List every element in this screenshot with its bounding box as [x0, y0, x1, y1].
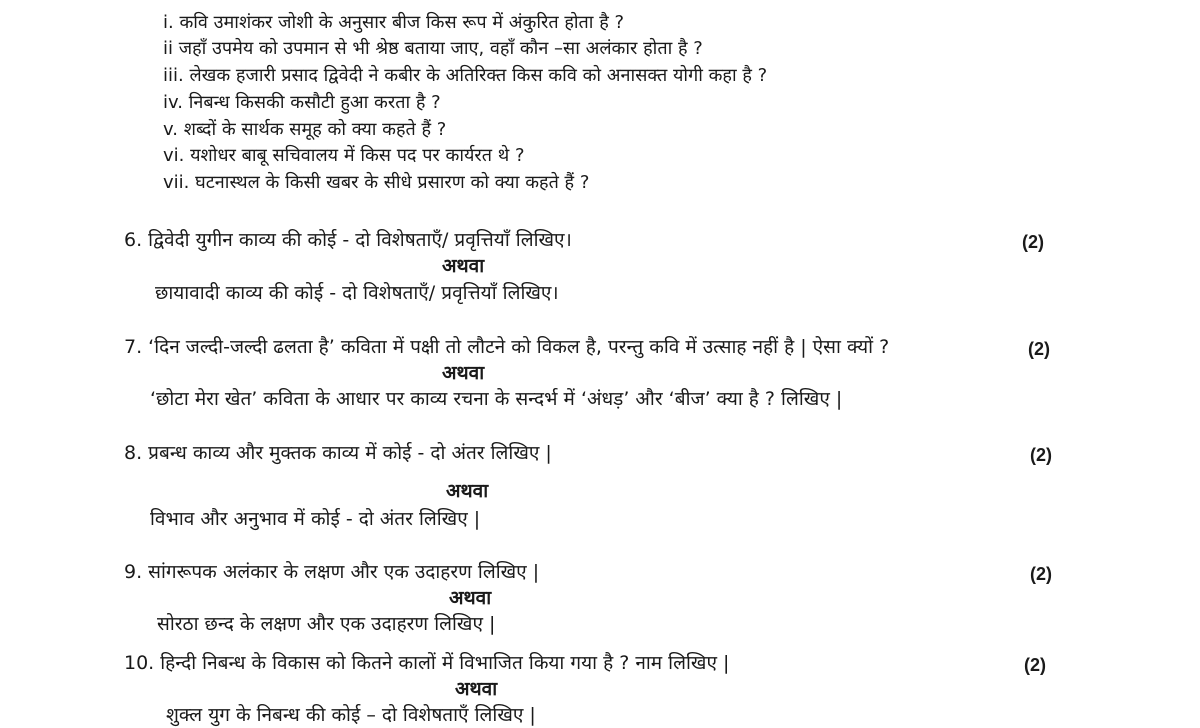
- question-7-text: 7. ‘दिन जल्दी-जल्दी ढलता है’ कविता में पक्षी तो लौटने को विकल है, परन्तु कवि में उत्साह नहीं है | ऐसा क्यों ?: [124, 336, 890, 358]
- question-9-marks: (2): [1030, 564, 1052, 584]
- question-10-text: 10. हिन्दी निबन्ध के विकास को कितने कालों में विभाजित किया गया है ? नाम लिखिए |: [124, 652, 730, 674]
- subquestion-ii: ii जहाँ उपमेय को उपमान से भी श्रेष्ठ बताया जाए, वहाँ कौन –सा अलंकार होता है ?: [163, 38, 703, 59]
- question-8-text: 8. प्रबन्ध काव्य और मुक्तक काव्य में कोई - दो अंतर लिखिए |: [124, 442, 552, 464]
- subquestion-i: i. कवि उमाशंकर जोशी के अनुसार बीज किस रूप में अंकुरित होता है ?: [163, 12, 625, 33]
- subquestion-iv: iv. निबन्ध किसकी कसौटी हुआ करता है ?: [163, 92, 441, 113]
- question-9-alt: सोरठा छन्द के लक्षण और एक उदाहरण लिखिए |: [157, 613, 496, 635]
- question-6-alt: छायावादी काव्य की कोई - दो विशेषताएँ/ प्रवृत्तियाँ लिखिए।: [155, 282, 559, 304]
- question-6-marks: (2): [1022, 232, 1044, 252]
- subquestion-v: v. शब्दों के सार्थक समूह को क्या कहते हैं ?: [163, 119, 447, 140]
- subquestion-vii: vii. घटनास्थल के किसी खबर के सीधे प्रसारण को क्या कहते हैं ?: [163, 172, 590, 193]
- question-7-or: अथवा: [442, 362, 485, 384]
- question-7-marks: (2): [1028, 339, 1050, 359]
- question-8-alt: विभाव और अनुभाव में कोई - दो अंतर लिखिए |: [150, 508, 481, 530]
- question-10-alt: शुक्ल युग के निबन्ध की कोई – दो विशेषताएँ लिखिए |: [166, 704, 536, 726]
- question-10-marks: (2): [1024, 655, 1046, 675]
- question-6-or: अथवा: [442, 255, 485, 277]
- question-9-or: अथवा: [449, 587, 492, 609]
- question-10-or: अथवा: [455, 678, 498, 700]
- question-8-marks: (2): [1030, 445, 1052, 465]
- question-8-or: अथवा: [446, 480, 489, 502]
- question-7-alt: ‘छोटा मेरा खेत’ कविता के आधार पर काव्य रचना के सन्दर्भ में ‘अंधड़’ और ‘बीज’ क्या है ? लिखिए |: [150, 388, 843, 410]
- question-6-text: 6. द्विवेदी युगीन काव्य की कोई - दो विशेषताएँ/ प्रवृत्तियाँ लिखिए।: [124, 229, 572, 251]
- subquestion-vi: vi. यशोधर बाबू सचिवालय में किस पद पर कार्यरत थे ?: [163, 145, 525, 166]
- subquestion-iii: iii. लेखक हजारी प्रसाद द्विवेदी ने कबीर के अतिरिक्त किस कवि को अनासक्त योगी कहा है ?: [163, 65, 768, 86]
- question-9-text: 9. सांगरूपक अलंकार के लक्षण और एक उदाहरण लिखिए |: [124, 561, 540, 583]
